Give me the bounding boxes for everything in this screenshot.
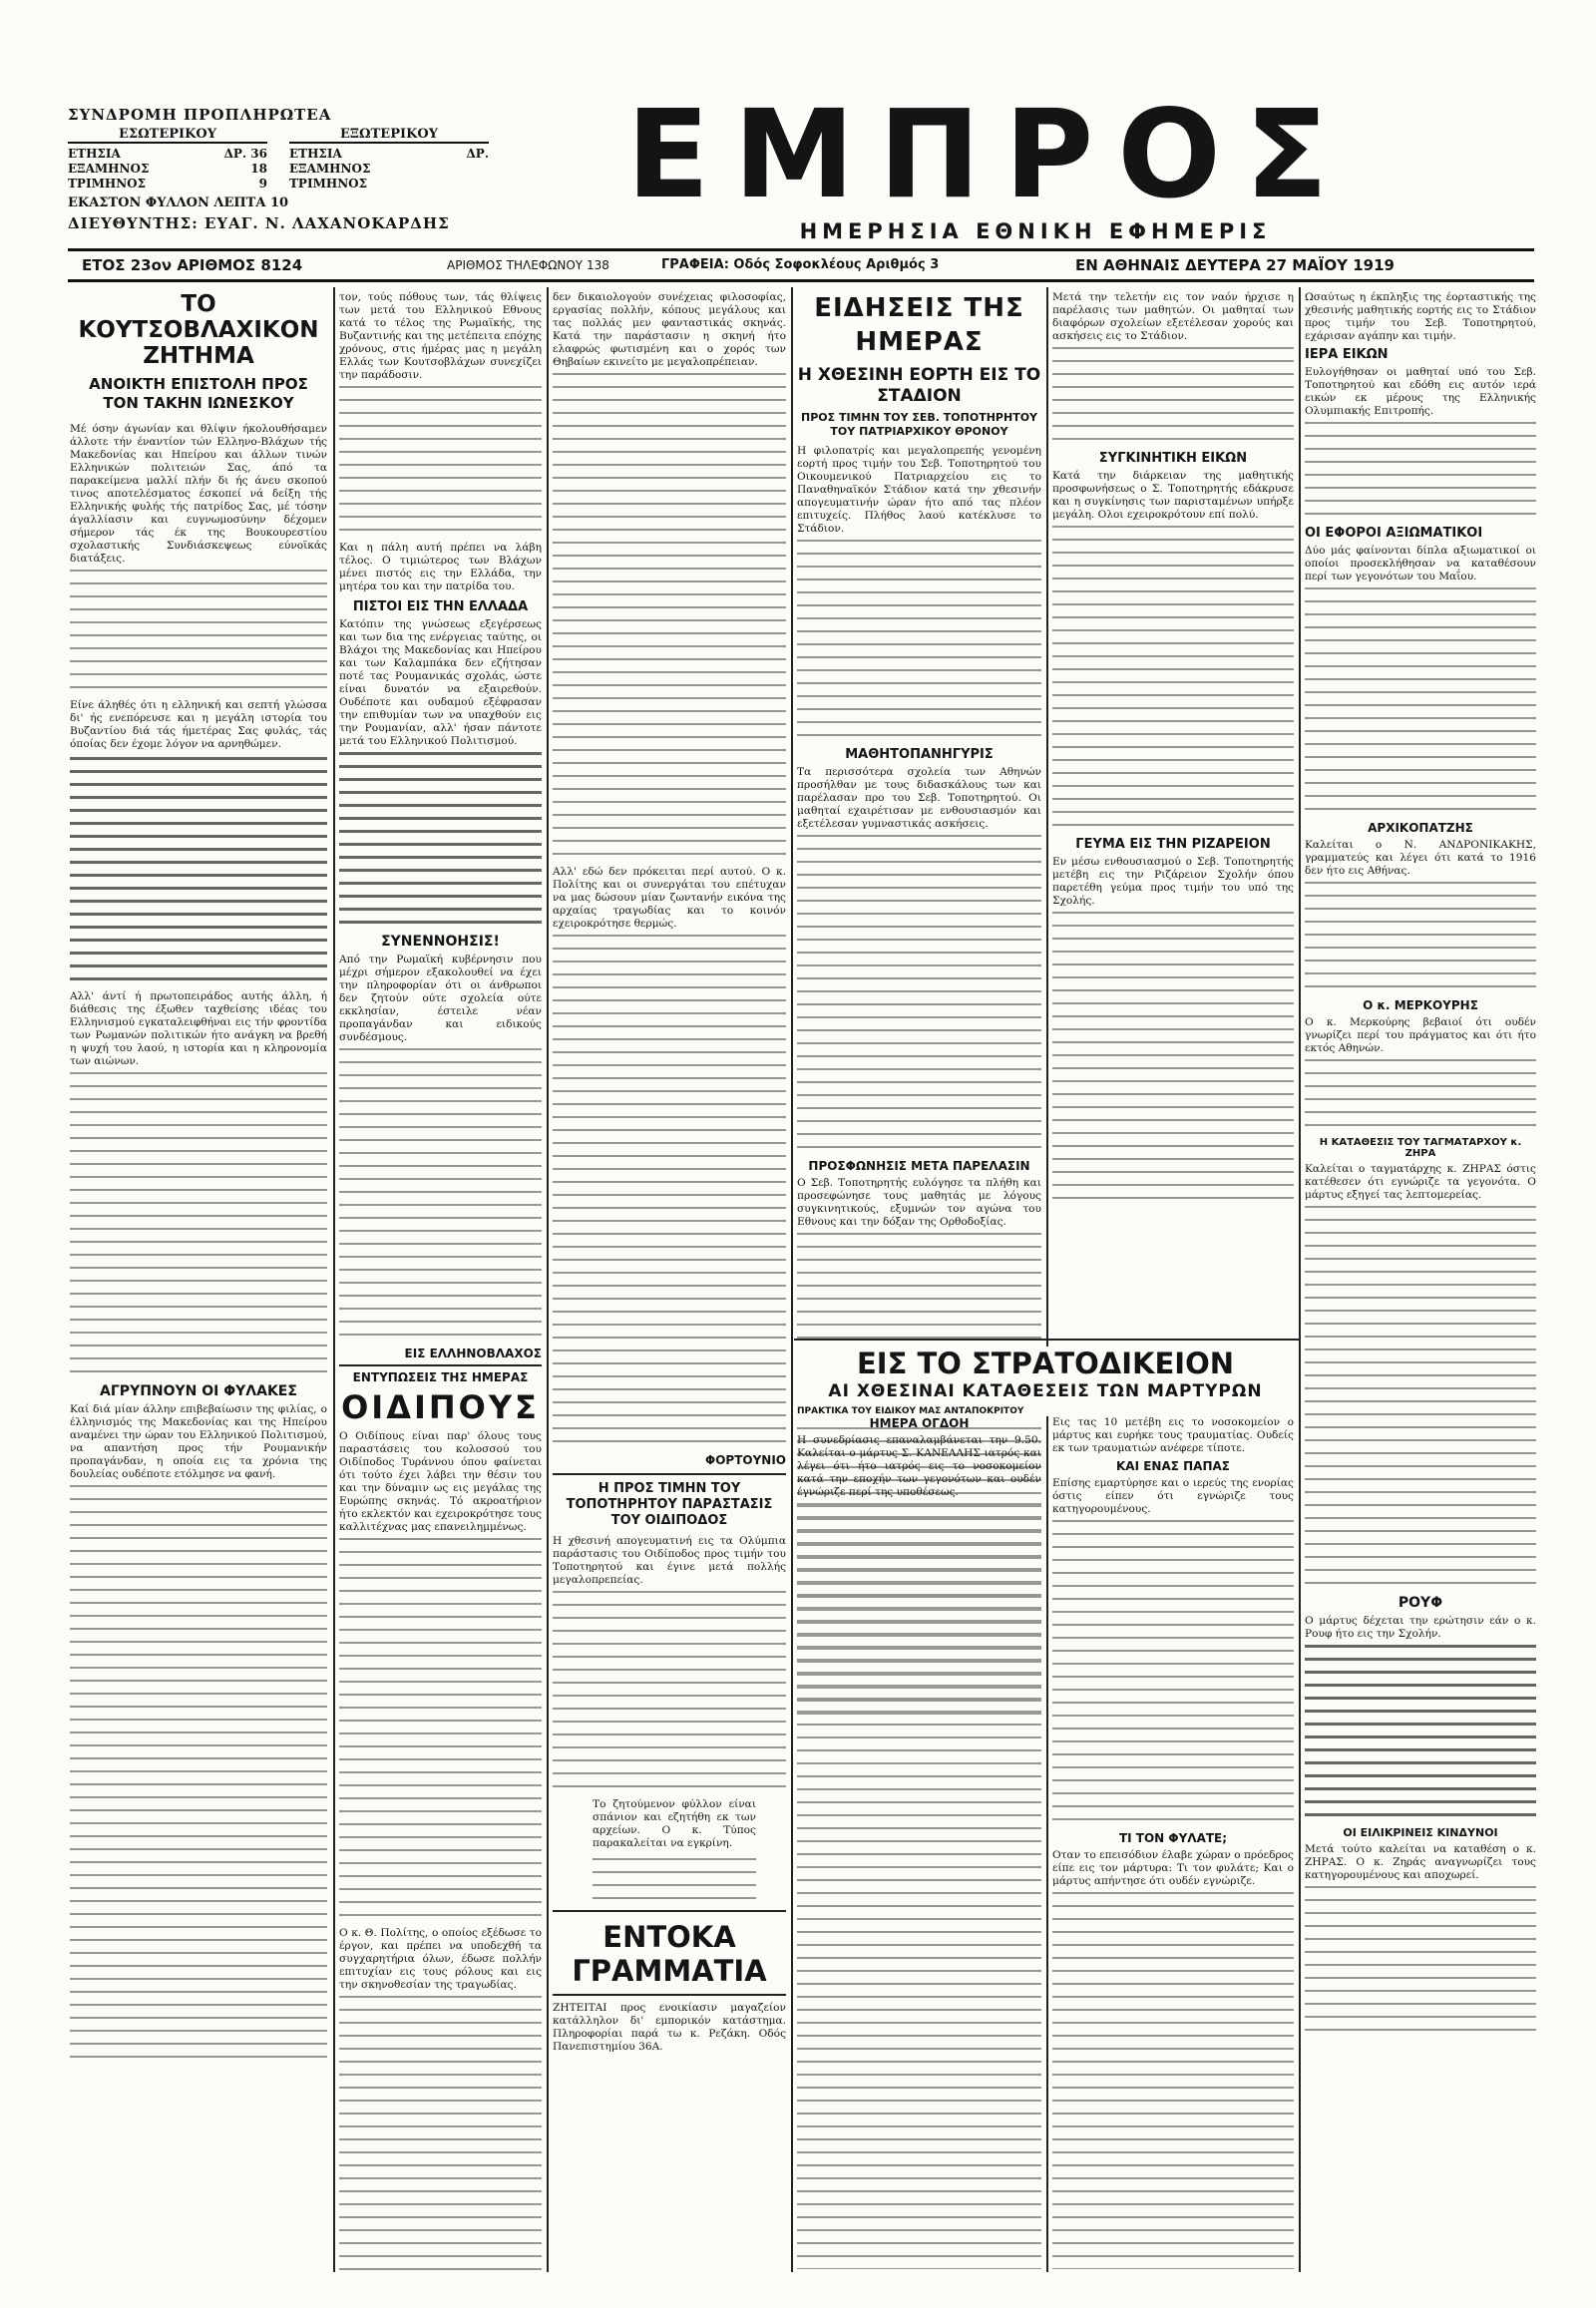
article-paragraph: Ο κ. Θ. Πολίτης, ο οποίος εξέδωσε το έργον, και πρέπει να υποδεχθή τα συγχαρητήρια όλων, έδωσε πολλήν επιτυχίαν εις τους ρόλους και εις την σκηνοθεσίαν της τραγωδίας.: [339, 1927, 542, 1991]
bold-text-lines: [339, 752, 542, 924]
bold-text-lines: [1305, 1645, 1536, 1816]
article-paragraph: Εις τας 10 μετέβη εις το νοσοκομείον ο μάρτυς και ευρήκε τους τραυματίας. Ουδείς εκ των τραυματιών ανέφερε τίποτε.: [1052, 1416, 1294, 1454]
domestic-rate-row: ΤΡΙΜΗΝΟΣ 9: [68, 177, 267, 191]
section-title-moving-image: ΣΥΓΚΙΝΗΤΙΚΗ ΕΙΚΩΝ: [1098, 451, 1248, 466]
article-paragraph: Είνε άληθές ότι η ελληνική και σεπτή γλώσσα δι' ής ενεπόρευσε και η μεγάλη ιστορία του Βυζαντίου διά τάς ήμετέρας Σας φυλάς, τάς όποίας δεν έχομε λόγον να αρνηθώμεν.: [70, 699, 327, 750]
kicker-correspondent: ΠΡΑΚΤΙΚΑ ΤΟΥ ΕΙΔΙΚΟΥ ΜΑΣ ΑΝΤΑΠΟΚΡΙΤΟΥ: [797, 1406, 1024, 1416]
masthead: [68, 84, 1534, 245]
section-divider: [794, 1339, 1299, 1341]
foreign-rate-row: ΤΡΙΜΗΝΟΣ: [289, 177, 368, 191]
section-title-lunch: ΓΕΥΜΑ ΕΙΣ ΤΗΝ ΡΙΖΑΡΕΙΟΝ: [1075, 837, 1271, 852]
text-lines: [1305, 1206, 1536, 1584]
article-paragraph: Η συνεδρίασις επαναλαμβάνεται την 9.50. Καλείται ο μάρτυς Σ. ΚΑΝΕΛΛΗΣ ιατρός και λέγει ότι ήτο ιατρός εις το νοσοκομείον κατά την εποχήν των γεγονότων και ουδέν έγνώριζε περί της υποθέσεως.: [797, 1434, 1041, 1498]
text-lines: [70, 1485, 327, 2058]
issue-number: ΕΤΟΣ 23ον ΑΡΙΘΜΟΣ 8124: [82, 256, 303, 274]
article-paragraph: Ευλογήθησαν οι μαθηταί υπό του Σεβ. Τοποτηρητού και εδόθη εις αυτόν ιερά εικών εκ μέρους της Ελληνικής Ολυμπιακής Επιτροπής.: [1305, 366, 1536, 417]
foreign-rate-row: ΕΤΗΣΙΑ ΔΡ.: [289, 147, 489, 161]
section-divider: [553, 1473, 786, 1475]
text-lines: [797, 835, 1041, 1148]
office-address: ΓΡΑΦΕΙΑ: Οδός Σοφοκλέους Αριθμός 3: [661, 257, 940, 272]
article-paragraph: Μετά τούτο καλείται να καταθέση ο κ. ΖΗΡΑΣ. Ο κ. Ζηράς αναγνωρίζει τους κατηγορουμένους και αποχωρεί.: [1305, 1843, 1536, 1881]
tagline: ΗΜΕΡΗΣΙΑ ΕΘΝΙΚΗ ΕΦΗΜΕΡΙΣ: [799, 219, 1272, 243]
issue-date: ΕΝ ΑΘΗΝΑΙΣ ΔΕΥΤΕΡΑ 27 ΜΑΪΟΥ 1919: [1075, 256, 1395, 274]
section-title-merkouris: Ο κ. ΜΕΡΚΟΥΡΗΣ: [1363, 998, 1478, 1012]
article-paragraph: Αλλ' εδώ δεν πρόκειται περί αυτού. Ο κ. Πολίτης και οι συνεργάται του επέτυχαν να μας δώσουν μίαν ζωντανήν εικόνα της αρχαίας τραγωδίας και το κοινόν εχειροκρότησε θερμώς.: [553, 866, 786, 930]
side-title-officers: ΟΙ ΕΦΟΡΟΙ ΑΞΙΩΜΑΤΙΚΟΙ: [1305, 526, 1483, 541]
text-lines: [1052, 1520, 1294, 1820]
subhead-open-letter: ΑΝΟΙΚΤΗ ΕΠΙΣΤΟΛΗ ΠΡΟΣ ΤΟΝ ΤΑΚΗΝ ΙΩΝΕΣΚΟΥ: [89, 375, 308, 412]
article-paragraph: Ο Οιδίπους είναι παρ' όλους τους παραστάσεις του κολοσσού του Οιδίποδος Τυράννου όπου φαίνεται ότι τούτο έχει λάβει την θέσιν του και την δύναμιν ως εις μεγάλας της Ευρώπης σκηνάς. Τό ακροατήριον ήτο εκλεκτόν και εχειροκρότησε τους καλλιτέχνας μας επανειλημμένως.: [339, 1430, 542, 1533]
section-title-why-guard: ΤΙ ΤΟΝ ΦΥΛΑΤΕ;: [1118, 1831, 1228, 1845]
article-paragraph: Ο κ. Μερκούρης βεβαιοί ότι ουδέν γνωρίζει περί του πράγματος και ότι ήτο εκτός Αθηνών.: [1305, 1016, 1536, 1054]
section-title-student-festival: ΜΑΘΗΤΟΠΑΝΗΓΥΡΙΣ: [845, 747, 994, 762]
article-paragraph: Μετά την τελετήν εις τον ναόν ήρχισε η παρέλασις των μαθητών. Οι μαθηταί των διαφόρων σχολείων εξετέλεσαν χορούς και ασκήσεις εις το Στάδιον.: [1052, 291, 1294, 342]
section-title-dangers: ΟΙ ΕΙΛΙΚΡΙΝΕΙΣ ΚΙΝΔΥΝΟΙ: [1343, 1826, 1498, 1839]
foreign-label: ΕΞΩΤΕΡΙΚΟΥ: [289, 127, 489, 144]
section-title-rouf: ΡΟΥΦ: [1397, 1595, 1443, 1611]
column-6: [1305, 291, 1536, 2271]
side-title-icon: ΙΕΡΑ ΕΙΚΩΝ: [1305, 347, 1389, 362]
column-rule: [1299, 287, 1301, 2272]
phone-number: ΑΡΙΘΜΟΣ ΤΗΛΕΦΩΝΟΥ 138: [447, 258, 609, 272]
article-paragraph: τον, τούς πόθους των, τάς θλίψεις των μετά του Ελληνικού Εθνους κατά το τέλος της Ρωμαϊκής, της Βυζαντινής και της μετέπειτα επόχης χρόνους, στις ήμέρας μας η μεγάλη Ελλάς των Κουτσοβλάχων συνεχίζει την παράδοσιν.: [339, 291, 542, 381]
column-rule: [333, 287, 335, 2272]
article-paragraph: Από την Ρωμαϊκή κυβέρνησιν που μέχρι σήμερον εξακολουθεί να έχει την πληροφορίαν ότι οι άνθρωποι δεν ζητούν ούτε σχολεία ούτε εκκλησίαν, έστειλε νέαν προπαγάνδαν και ειδικούς συνδέσμους.: [339, 954, 542, 1043]
headline-koutsovlach: ΤΟ ΚΟΥΤΣΟΒΛΑΧΙΚΟΝ ΖΗΤΗΜΑ: [78, 291, 319, 369]
text-lines: [339, 386, 542, 531]
article-paragraph: Ο Σεβ. Τοποτηρητής ευλόγησε τα πλήθη και προσεφώνησε τους μαθητάς με λόγους συγκινητικούς, εξυμνών τον αγώνα του Εθνους και την δόξαν της Ορθοδοξίας.: [797, 1177, 1041, 1228]
section-title-impressions: ΕΝΤΥΠΩΣΕΙΣ ΤΗΣ ΗΜΕΡΑΣ: [352, 1370, 529, 1384]
classified-ad: ΖΗΤΕΙΤΑΙ προς ενοικίασιν μαγαζείον κατάλληλον δι' εμπορικόν κατάστημα. Πληροφορίαι παρά τω κ. Ρεζάκη. Οδός Πανεπιστημίου 36Α.: [553, 2002, 786, 2053]
text-lines: [1305, 882, 1536, 987]
text-lines: [1052, 1892, 1294, 2269]
text-lines: [1305, 587, 1536, 810]
column-rule: [547, 287, 549, 2272]
column-rule: [791, 287, 793, 2272]
text-lines: [553, 1591, 786, 1787]
notice-box: Το ζητούμενον φύλλον είναι σπάνιον και εζητήθη εκ των αρχείων. Ο κ. Τύπος παρακαλείται να εγκρίνη.: [593, 1798, 756, 1849]
text-lines: [339, 1996, 542, 2271]
bold-text-lines: [70, 757, 327, 980]
headline-stadium: Η ΧΘΕΣΙΝΗ ΕΟΡΤΗ ΕΙΣ ΤΟ ΣΤΑΔΙΟΝ: [797, 365, 1041, 406]
domestic-label: ΕΣΩΤΕΡΙΚΟΥ: [68, 127, 267, 144]
text-lines: [70, 570, 327, 688]
subscription-box: [68, 108, 527, 231]
court-martial-header: [797, 1346, 1294, 1416]
article-paragraph: Εν μέσω ενθουσιασμού ο Σεβ. Τοποτηρητής μετέβη εις την Ριζάρειον Σχολήν όπου παρετέθη γεύμα προς τιμήν του υπό της Σχολής.: [1052, 856, 1294, 907]
article-paragraph: Καλείται ο ταγματάρχης κ. ΖΗΡΑΣ όστις κατέθεσεν ότι εγνώριζε τα γεγονότα. Ο μάρτυς εξηγεί τας λεπτομερείας.: [1305, 1163, 1536, 1201]
classified-title: ΕΝΤΟΚΑ ΓΡΑΜΜΑΤΙΑ: [572, 1920, 767, 1988]
article-paragraph: Και η πάλη αυτή πρέπει να λάβη τέλος. Ο τιμιώτερος των Βλάχων μένει πιστός εις την Ελλάδα, την μητέρα του και την πατρίδα του.: [339, 542, 542, 592]
article-paragraph: Η φιλοπατρίς και μεγαλοπρεπής γενομένη εορτή προς τιμήν του Σεβ. Τοποτηρητού του Οικουμενικού Πατριαρχείου εις το Παναθηναϊκόν Στάδιον κατά την χθεσινήν απογευματινήν ώραν ήτο από τας πλέον επιτυχείς. Πλήθος λαού κατέκλυσε το Στάδιον.: [797, 445, 1041, 535]
section-title-address: ΠΡΟΣΦΩΝΗΣΙΣ ΜΕΤΑ ΠΑΡΕΛΑΣΙΝ: [808, 1159, 1030, 1173]
section-divider: [339, 1364, 542, 1366]
text-lines: [797, 1503, 1041, 2269]
text-lines: [553, 935, 786, 1442]
text-lines: [1305, 1059, 1536, 1126]
section-title-guards: ΑΓΡΥΠΝΟΥΝ ΟΙ ΦΥΛΑΚΕΣ: [100, 1383, 297, 1399]
domestic-rate-row: ΕΞΑΜΗΝΟΣ 18: [68, 162, 267, 176]
section-title-archikopatzis: ΑΡΧΙΚΟΠΑΤΖΗΣ: [1368, 821, 1473, 835]
subhead-stadium: ΠΡΟΣ ΤΙΜΗΝ ΤΟΥ ΣΕΒ. ΤΟΠΟΤΗΡΗΤΟΥ ΤΟΥ ΠΑΤΡΙΑΡΧΙΚΟΥ ΘΡΟΝΟΥ: [800, 411, 1038, 438]
domestic-rate-row: ΕΤΗΣΙΑ ΔΡ. 36: [68, 147, 267, 161]
headline-oedipus: ΟΙΔΙΠΟΥΣ: [341, 1388, 540, 1426]
issue-info-bar: [68, 248, 1534, 282]
foreign-rate-row: ΕΞΑΜΗΝΟΣ: [289, 162, 371, 176]
article-paragraph: Μέ όσην άγωνίαν και θλίψιν ήκολουθήσαμεν άλλοτε τήν έναντίον τών Ελληνο-Βλάχων τής Μακεδονίας και Ηπείρου και άλλων τινών Ελληνικών πολιτειών Σας, άπό τα παρακείμενα μαλλί πλήν δι ής άνευ σκοπού τινος αποτελέσματος έσκοπεί νά δείξη τής Ελληνικής φυλής τής πατρίδος Σας, μέ τόσην άγαλλίασιν και ευγνωμοσύνην δέχομεν σήμερον τάς έκ της Βουκουρεστίου σχολαστικής Συνδιάσκεψεως εύνοϊκάς διατάξεις.: [70, 423, 327, 565]
text-lines: [339, 1048, 542, 1336]
section-divider: [553, 1910, 786, 1912]
article-paragraph: Κατόπιν της γνώσεως εξεγέρσεως και των δια της ενέργειας ταύτης, οι Βλάχοι της Μακεδονίας και Ηπείρου και των Καλαμπάκα δεν εζήτησαν ποτέ τας Ρουμανικάς σχολάς, ώστε είναι δυνατόν να εξαιρεθούν. Ουδέποτε και ουδαμού εξέφρασαν την επιθυμίαν των να υπαχθούν εις την Ρουμανίαν, αλλ' ήσαν πάντοτε μετά του Ελληνικού Πολιτισμού.: [339, 618, 542, 747]
byline: ΕΙΣ ΕΛΛΗΝΟΒΛΑΧΟΣ: [404, 1346, 542, 1360]
text-lines: [1052, 912, 1294, 1199]
single-copy-price: ΕΚΑΣΤΟΝ ΦΥΛΛΟΝ ΛΕΠΤΑ 10: [68, 195, 289, 210]
column-1: [70, 291, 327, 2271]
text-lines: [339, 1538, 542, 1916]
article-paragraph: Τα περισσότερα σχολεία των Αθηνών προσήλθαν με τους διδασκάλους των και παρέλασαν προ του Σεβ. Τοποτηρητού. Οι μαθηταί εχαιρέτισαν με ενθουσιασμόν και εξετέλεσαν γυμναστικάς ασκήσεις.: [797, 766, 1041, 830]
text-lines: [593, 1858, 756, 1899]
subhead-testimonies: ΑΙ ΧΘΕΣΙΝΑΙ ΚΑΤΑΘΕΣΕΙΣ ΤΩΝ ΜΑΡΤΥΡΩΝ: [828, 1381, 1263, 1401]
byline: ΦΟΡΤΟΥΝΙΟ: [705, 1453, 786, 1467]
column-rule: [1046, 287, 1048, 2272]
text-lines: [1052, 526, 1294, 826]
news-banner: ΕΙΔΗΣΕΙΣ ΤΗΣ ΗΜΕΡΑΣ: [814, 293, 1024, 357]
article-paragraph: δεν δικαιολογούν συνέχειας φιλοσοφίας, εργασίας πολλήν, κόπους μεγάλους και τας πολλάς μεν φανταστικάς σκηνάς. Κατά την παράστασιν η σκηνή ήτο ελαφρώς φωτισμένη και ο χορός των Θηβαίων εκινείτο με μεγαλοπρέπειαν.: [553, 291, 786, 368]
column-3: [553, 291, 786, 2271]
court-martial-col-right: [1052, 1416, 1294, 2269]
article-paragraph: Ωσαύτως η έκπληξις της έορταστικής της χθεσινής μαθητικής εορτής εις το Στάδιον προς τιμήν του Σεβ. Τοποτηρητού, εχάρισαν αγάπην και τιμήν.: [1305, 291, 1536, 342]
article-paragraph: Αλλ' άντί ή πρωτοπειράδος αυτής άλλη, ή διάθεσις της έξωθεν ταχθείσης ιδέας του Ελληνισμού εγκαταλειφθήναι εις τήν φροντίδα των Ρωμανών πολιτικών ήτο ανάγκη να βρεθή η ψυχή του λαού, η ιστορία και η κληρονομία των αιώνων.: [70, 990, 327, 1067]
article-paragraph: Επίσης εμαρτύρησε και ο ιερεύς της ενορίας όστις είπεν ότι εγνώριζε τους κατηγορουμένους.: [1052, 1477, 1294, 1515]
text-lines: [70, 1072, 327, 1372]
article-paragraph: Ο μάρτυς δέχεται την ερώτησιν εάν ο κ. Ρουφ ήτο εις την Σχολήν.: [1305, 1615, 1536, 1640]
article-paragraph: Καλείται ο Ν. ΑΝΔΡΟΝΙΚΑΚΗΣ, γραμματεύς και λέγει ότι κατά το 1916 δεν ήτο εις Αθήνας.: [1305, 839, 1536, 877]
section-divider: [553, 1994, 786, 1996]
text-lines: [553, 373, 786, 855]
text-lines: [1305, 422, 1536, 515]
section-title-priest: ΚΑΙ ΕΝΑΣ ΠΑΠΑΣ: [1116, 1459, 1230, 1473]
section-title-understanding: ΣΥΝΕΝΝΟΗΣΙΣ!: [381, 934, 500, 950]
column-2: [339, 291, 542, 2271]
text-lines: [797, 540, 1041, 736]
section-title-ziras: Η ΚΑΤΑΘΕΣΙΣ ΤΟΥ ΤΑΓΜΑΤΑΡΧΟΥ κ. ΖΗΡΑ: [1319, 1137, 1522, 1159]
headline-court-martial: ΕΙΣ ΤΟ ΣΤΡΑΤΟΔΙΚΕΙΟΝ: [857, 1346, 1234, 1380]
text-lines: [1052, 347, 1294, 440]
article-paragraph: Κατά την διάρκειαν της μαθητικής προσφωνήσεως ο Σ. Τοποτηρητής εδάκρυσε και η συγκίνησις των παρισταμένων υπήρξε μεγάλη. Ολοι εχειροκρότουν επί πολύ.: [1052, 470, 1294, 521]
day-label: ΗΜΕΡΑ ΟΓΔΟΗ: [869, 1416, 970, 1430]
article-paragraph: Δύο μάς φαίνονται δίπλα αξιωματικοί οι οποίοι προσεκλήθησαν να καταθέσουν περί των γεγονότων του Μαΐου.: [1305, 545, 1536, 582]
article-paragraph: Οταν το επεισόδιον έλαβε χώραν ο πρόεδρος είπε εις τον μάρτυρα: Τι τον φυλάτε; Και ο μάρτυς απήντησε ότι ουδέν εγνώριζε.: [1052, 1849, 1294, 1887]
newspaper-title: ΕΜΠΡΟΣ: [626, 84, 1353, 225]
article-paragraph: Καί διά μίαν άλλην επιβεβαίωσιν της φιλίας, ο έλληνισμός της Μακεδονίας και της Ηπείρου αναμένει την ώραν του Ελληνικού Πολιτισμού, να απαντήση προς τήν Ρουμανικήν προπαγάνδαν, η οποία εις τα χρόνια της δουλείας ουδέποτε ετόλμησε να φανή.: [70, 1403, 327, 1480]
subscription-header: ΣΥΝΔΡΟΜΗ ΠΡΟΠΛΗΡΩΤΕΑ: [68, 106, 332, 124]
text-lines: [1305, 1886, 1536, 2031]
court-martial-col-left: [797, 1416, 1041, 2269]
section-title-oedipus-performance: Η ΠΡΟΣ ΤΙΜΗΝ ΤΟΥ ΤΟΠΟΤΗΡΗΤΟΥ ΠΑΡΑΣΤΑΣΙΣ ΤΟΥ ΟΙΔΙΠΟΔΟΣ: [566, 1481, 773, 1528]
article-paragraph: Η χθεσινή απογευματινή εις τα Ολύμπια παράστασις του Οιδίποδος προς τιμήν του Τοποτηρητού και έγινε μετά πολλής μεγαλοπρεπείας.: [553, 1535, 786, 1586]
section-title-faithful: ΠΙΣΤΟΙ ΕΙΣ ΤΗΝ ΕΛΛΑΔΑ: [352, 599, 529, 614]
director-line: ΔΙΕΥΘΥΝΤΗΣ: ΕΥΑΓ. Ν. ΛΑΧΑΝΟΚΑΡΔΗΣ: [68, 214, 450, 232]
